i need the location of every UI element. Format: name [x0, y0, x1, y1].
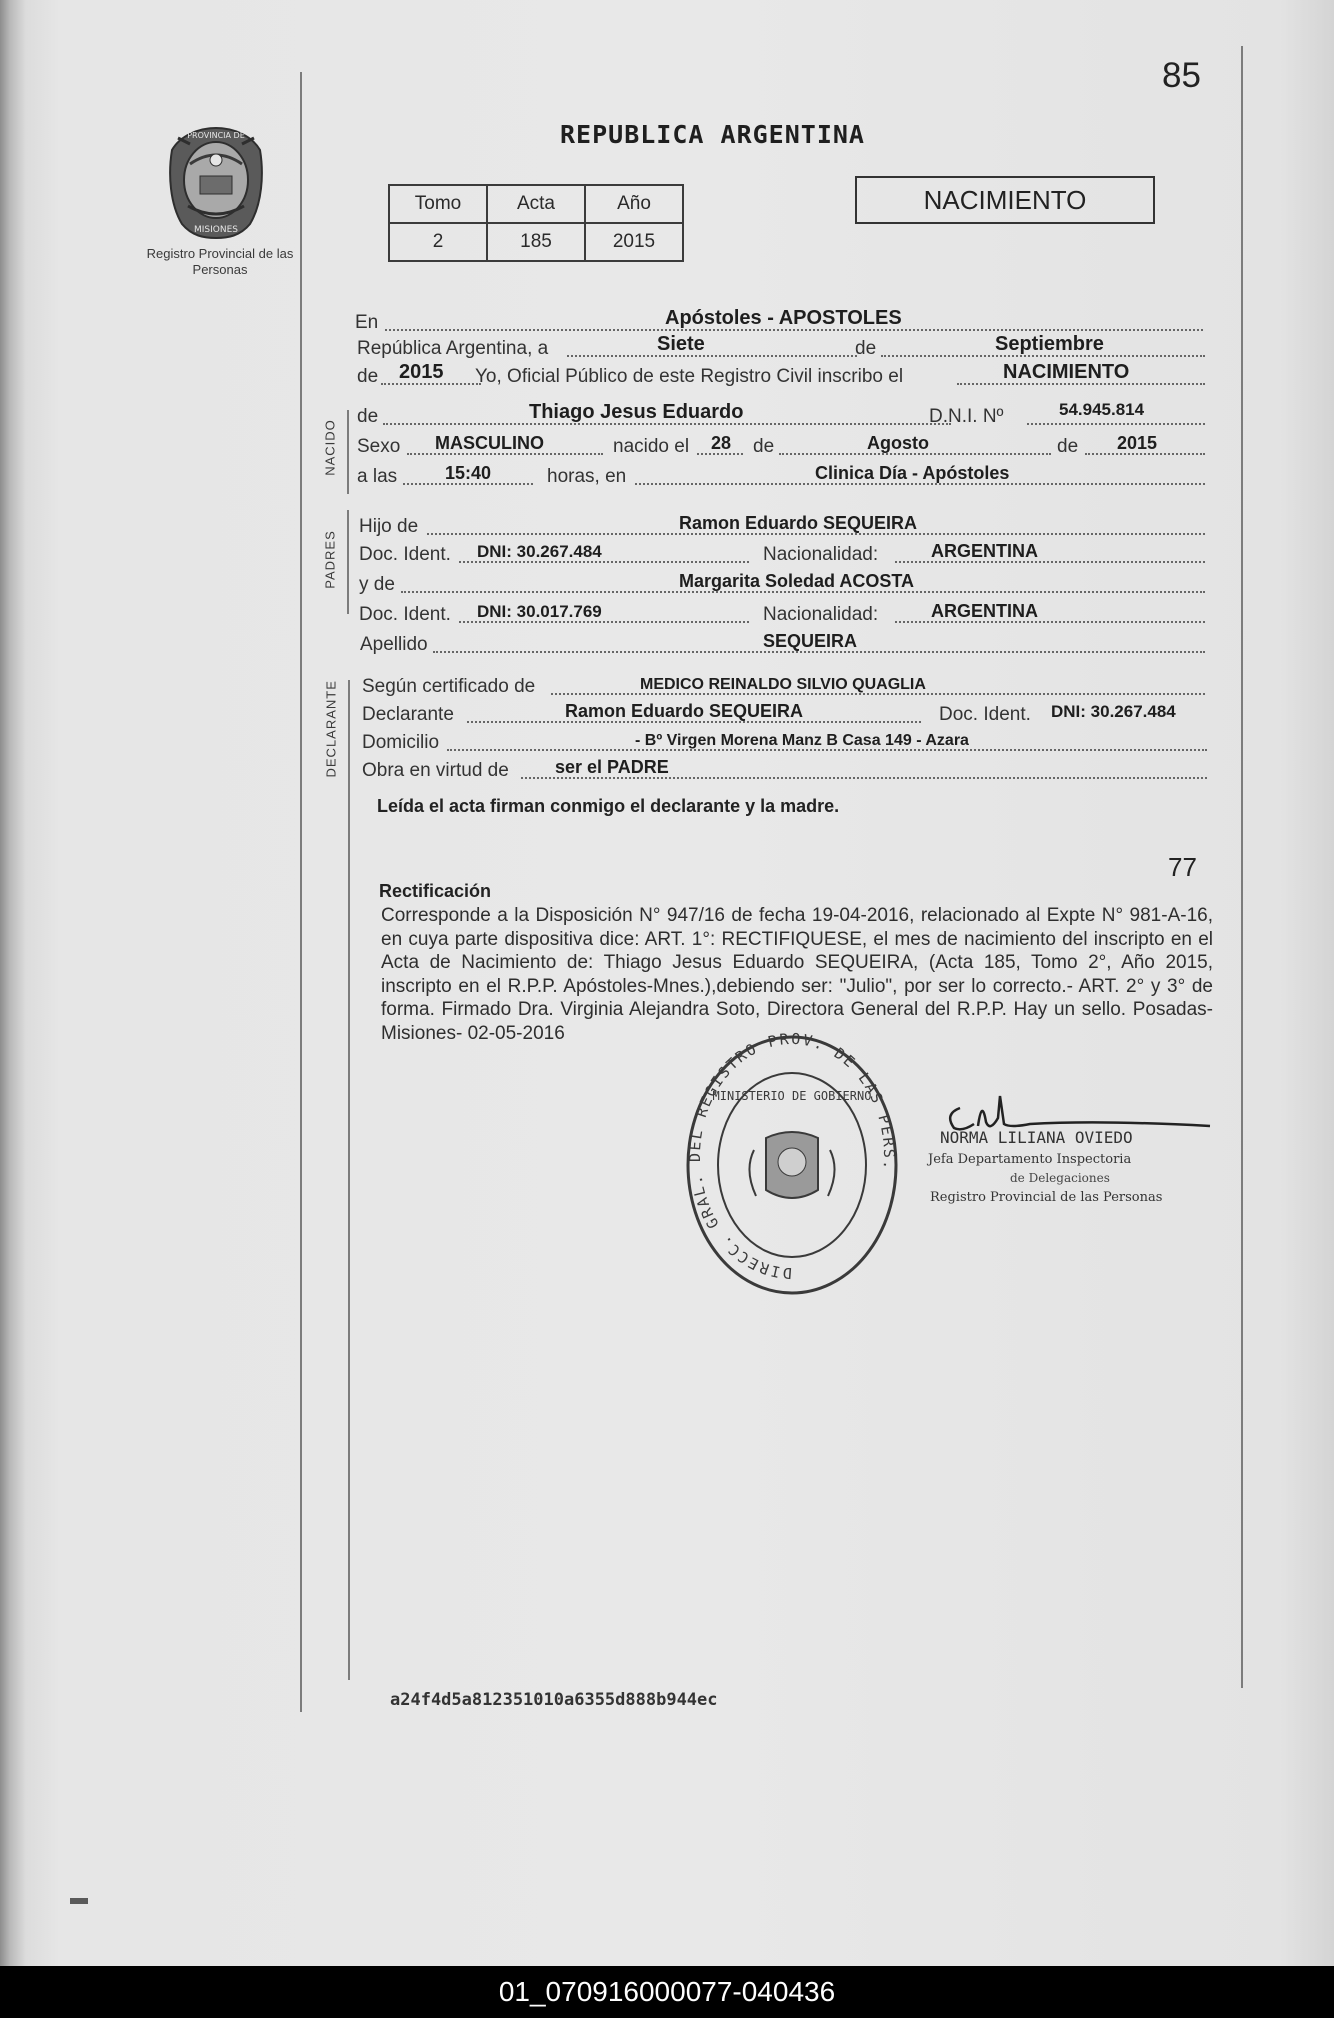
- label-declarante: Declarante: [362, 704, 454, 725]
- value-father-name: Ramon Eduardo SEQUEIRA: [679, 513, 918, 533]
- dotted-line: [567, 355, 857, 357]
- svg-text:DIRECC. GRAL. DEL REGISTRO PRO: DIRECC. GRAL. DEL REGISTRO PROV. DE LAS PERS.: [686, 1030, 899, 1283]
- label-en: En: [355, 312, 379, 333]
- value-place: Clinica Día - Apóstoles: [815, 463, 1010, 483]
- signed-note: Leída el acta firman conmigo el declarante y la madre.: [377, 796, 840, 816]
- label-oficial: Yo, Oficial Público de este Registro Civil inscribo el: [475, 366, 904, 387]
- label-republica: República Argentina, a: [357, 338, 549, 359]
- svg-text:MINISTERIO DE GOBIERNO: MINISTERIO DE GOBIERNO: [712, 1089, 872, 1103]
- label-doc-ident: Doc. Ident.: [359, 544, 451, 565]
- table-header-acta: Acta: [487, 185, 585, 223]
- value-surname: SEQUEIRA: [763, 631, 858, 651]
- document-hash: a24f4d5a812351010a6355d888b944ec: [390, 1690, 718, 1710]
- value-day: Siete: [657, 333, 705, 355]
- side-label-nacido: NACIDO: [322, 419, 338, 476]
- table-value-ano: 2015: [585, 223, 683, 261]
- label-horas: horas, en: [547, 466, 627, 487]
- note-number: 77: [1168, 852, 1197, 882]
- side-label-padres: PADRES: [322, 530, 338, 589]
- registry-label: Registro Provincial de las Personas: [146, 246, 294, 277]
- value-address: - Bº Virgen Morena Manz B Casa 149 - Azara: [635, 732, 969, 749]
- official-seal-icon: [684, 1030, 900, 1300]
- label-nacido: nacido el: [613, 436, 690, 457]
- rectification-title: Rectificación: [379, 881, 492, 901]
- signatory-department: de Delegaciones: [1010, 1171, 1110, 1185]
- label-doc-ident: Doc. Ident.: [939, 704, 1031, 725]
- signatory-name: NORMA LILIANA OVIEDO: [940, 1128, 1133, 1147]
- value-birth-day: 28: [711, 433, 732, 453]
- row-surname: [355, 626, 1205, 660]
- value-locality: Apóstoles - APOSTOLES: [665, 307, 902, 329]
- value-sex: MASCULINO: [435, 433, 544, 453]
- signatory-registry: Registro Provincial de las Personas: [930, 1190, 1163, 1205]
- rectification-body: Corresponde a la Disposición N° 947/16 de fecha 19-04-2016, relacionado al Expte N° 981-A-16, en cuya parte dispositiva dice: ART. 1°: RECTIFIQUESE, el mes de nacimiento del inscripto en el Acta de Nacimiento de: Thiago Jesus Eduardo SEQUEIRA, (Acta 185, Tomo 2°, Año 2015, inscripto en el R.P.P. Apóstoles-Mnes.),debiendo ser: "Julio", por ser lo correcto.- ART. 2° y 3° de forma. Firmado Dra. Virginia Alejandra Soto, Directora General del R.P.P. Hay un sello. Posadas- Misiones- 02-05-2016: [381, 905, 1213, 1044]
- record-type-box: NACIMIENTO: [855, 176, 1155, 224]
- row-oficial: [355, 358, 1205, 392]
- value-inscribo: NACIMIENTO: [1003, 361, 1130, 383]
- value-year: 2015: [399, 361, 444, 383]
- right-margin-line: [1241, 46, 1243, 1688]
- footer-id-bar: 01_070916000077-040436: [0, 1966, 1334, 2018]
- value-declarant-doc: DNI: 30.267.484: [1051, 702, 1176, 721]
- section-bracket-nacido: [347, 410, 349, 494]
- svg-text:PROVINCIA DE: PROVINCIA DE: [187, 131, 245, 140]
- row-sex-birth: [355, 428, 1205, 462]
- label-de: de: [753, 436, 775, 457]
- label-apellido: Apellido: [360, 634, 428, 655]
- value-dni: 54.945.814: [1059, 400, 1145, 419]
- row-name: [355, 398, 1205, 432]
- document-title: REPUBLICA ARGENTINA: [560, 120, 865, 149]
- value-time: 15:40: [445, 463, 492, 483]
- value-birth-month: Agosto: [867, 433, 929, 453]
- side-label-declarante: DECLARANTE: [323, 680, 339, 778]
- dotted-line: [1027, 423, 1205, 425]
- signatory-title: Jefa Departamento Inspectoria: [928, 1152, 1132, 1167]
- label-nacionalidad: Nacionalidad:: [763, 544, 879, 565]
- value-birth-year: 2015: [1117, 433, 1158, 453]
- label-obra: Obra en virtud de: [362, 760, 509, 781]
- table-value-tomo: 2: [389, 223, 487, 261]
- value-declarant-name: Ramon Eduardo SEQUEIRA: [565, 701, 804, 721]
- label-domicilio: Domicilio: [362, 732, 440, 753]
- page-edge-shadow: [70, 1898, 88, 1904]
- label-sexo: Sexo: [357, 436, 401, 457]
- label-hijo: Hijo de: [359, 516, 419, 537]
- table-header-tomo: Tomo: [389, 185, 487, 223]
- row-mother-doc: [355, 596, 1205, 630]
- table-value-acta: 185: [487, 223, 585, 261]
- row-father-doc: [355, 536, 1205, 570]
- value-child-name: Thiago Jesus Eduardo: [529, 401, 744, 423]
- page-number: 85: [1162, 56, 1201, 95]
- value-month: Septiembre: [995, 333, 1104, 355]
- label-de: de: [855, 338, 877, 359]
- row-capacity: [355, 752, 1207, 786]
- value-father-doc: DNI: 30.267.484: [477, 542, 602, 561]
- row-mother: [355, 566, 1205, 600]
- tomo-acta-table: [388, 184, 684, 262]
- value-father-nationality: ARGENTINA: [931, 541, 1038, 561]
- label-de: de: [357, 406, 379, 427]
- svg-text:MISIONES: MISIONES: [193, 225, 239, 235]
- section-bracket-padres: [347, 510, 349, 614]
- section-bracket-declarante: [348, 680, 350, 1680]
- label-nacionalidad: Nacionalidad:: [763, 604, 879, 625]
- label-de: de: [1057, 436, 1079, 457]
- left-margin-line: [300, 72, 302, 1712]
- label-de: de: [357, 366, 379, 387]
- misiones-emblem-icon: [164, 124, 268, 240]
- label-y-de: y de: [359, 574, 395, 595]
- value-mother-nationality: ARGENTINA: [931, 601, 1038, 621]
- value-capacity: ser el PADRE: [555, 757, 669, 777]
- value-certificate: MEDICO REINALDO SILVIO QUAGLIA: [640, 676, 926, 693]
- row-time-place: [355, 458, 1205, 492]
- label-certificado: Según certificado de: [362, 676, 536, 697]
- value-mother-doc: DNI: 30.017.769: [477, 602, 602, 621]
- label-doc-ident: Doc. Ident.: [359, 604, 451, 625]
- value-mother-name: Margarita Soledad ACOSTA: [679, 571, 915, 591]
- table-header-ano: Año: [585, 185, 683, 223]
- label-dni: D.N.I. Nº: [929, 406, 1004, 427]
- label-a-las: a las: [357, 466, 398, 487]
